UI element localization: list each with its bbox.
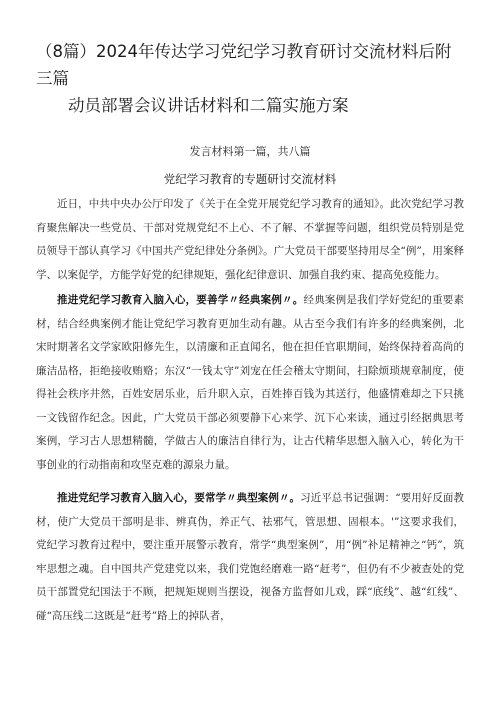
title-line-2: 动员部署会议讲话材料和二篇实施方案 xyxy=(68,96,349,115)
paragraph-3-lead: 推进党纪学习教育入脑入心，要常学〃典型案例〃。 xyxy=(57,492,301,504)
paragraph-2-text: 经典案例是我们学好党纪的重要素材，结合经典案例才能让党纪学习教育更加生动有趣。从古至今我们有许多的经典案例，北宋时期著名文学家欧阳修先生，以清廉和正直闻名，他在担任官职期间，始终保持着高尚的廉洁品格，拒绝接收贿赂；东汉“一钱太守”刘宠在任会稽太守期间，扫除烦琐规章制度，使得社会秩序井然，百姓安居乐业，后升职入京，百姓捧百钱为其送行，他盛情难却之下只挑一文钱留作纪念。因此，广大党员干部必须要静下心来学、沉下心来读，通过引经据典思考案例，学习古人思想精髓，学做古人的廉洁自律行为，让古代精华思想入脑入心，转化为干事创业的行动指南和攻坚克难的源泉力量。 xyxy=(36,294,465,471)
paragraph-1 xyxy=(36,193,464,287)
paragraph-3 xyxy=(36,487,464,628)
paragraph-3-text: 习近平总书记强调：“要用好反面教材，使广大党员干部明是非、辨真伪，养正气、祛邪气，管思想、固根本。'”这要求我们，党纪学习教育过程中，要注重开展警示教育，常学“典型案例”，用“例”补足精神之“钙”，筑牢思想之魂。自中国共产党建党以来，我们党饱经磨难一路“赶考”，但仍有不少被查处的党员干部置党纪国法于不顾，把规矩规则当摆设，视备方监督如儿戏，踩“底线”、越“红线”、碰“高压线二这既是“赶考”路上的掉队者， xyxy=(36,492,464,622)
paragraph-2-lead: 推进党纪学习教育入脑入心，要善学〃经典案例〃。 xyxy=(57,294,304,306)
title-line-1: （8篇）2024年传达学习党纪学习教育研讨交流材料后附三篇 xyxy=(36,42,452,88)
paragraph-1-text: 近日，中共中央办公厅印发了《关于在全党开展党纪学习教育的通知》。此次党纪学习教育聚焦解决一些党员、干部对党规党纪不上心、不了解、不掌握等问题，组织党员特别是党员领导干部认真学习《中国共产党纪律处分条例》。广大党员干部要坚持用尽全“例”，用案释学、以案促学，方能学好党的纪律规矩，强化纪律意识、加强自我约束、提高免疫能力。 xyxy=(36,198,464,281)
paragraph-2 xyxy=(36,289,464,477)
document-subtitle: 发言材料第一篇，共八篇 xyxy=(189,145,311,158)
section-heading: 党纪学习教育的专题研讨交流材料 xyxy=(163,172,337,186)
document-title xyxy=(36,38,464,119)
